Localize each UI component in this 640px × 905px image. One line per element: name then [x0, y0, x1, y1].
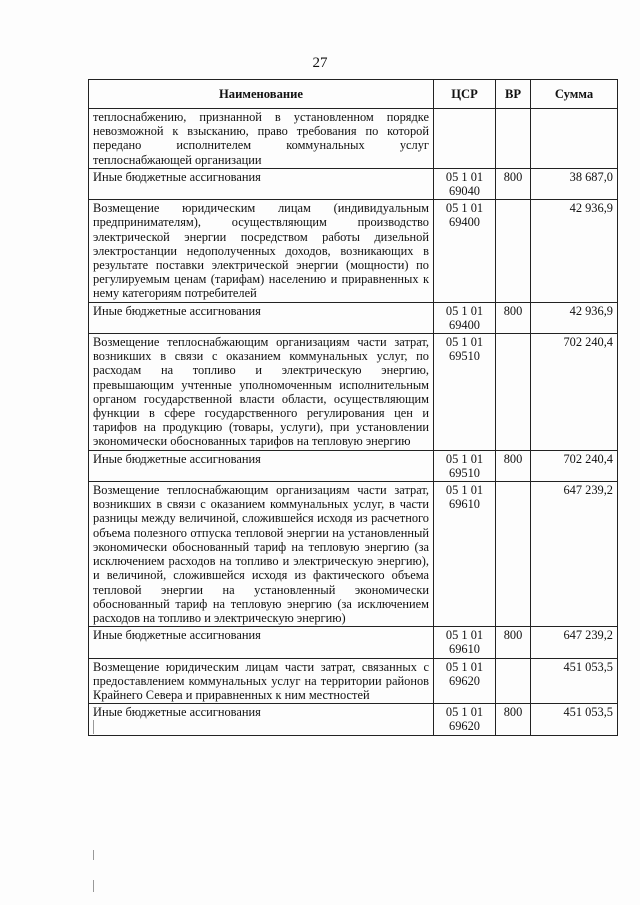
- row-vr: 800: [496, 302, 531, 333]
- row-sum: 42 936,9: [531, 200, 618, 302]
- row-name: Иные бюджетные ассигнования: [89, 450, 434, 481]
- row-csr: 05 1 01 69040: [434, 168, 496, 199]
- row-sum: 451 053,5: [531, 704, 618, 735]
- row-vr: [496, 109, 531, 169]
- row-name: Возмещение юридическим лицам части затрат, связанных с предоставлением коммунальных услуг на территории районов Крайнего Севера и приравненных к ним местностей: [89, 658, 434, 704]
- row-csr: 05 1 01 69610: [434, 627, 496, 658]
- row-vr: 800: [496, 168, 531, 199]
- row-csr: 05 1 01 69510: [434, 450, 496, 481]
- table-row: [89, 704, 618, 735]
- row-csr: 05 1 01 69510: [434, 334, 496, 451]
- table-header-row: [89, 80, 618, 109]
- budget-table: [88, 79, 618, 736]
- row-vr: [496, 482, 531, 627]
- header-name: Наименование: [89, 80, 434, 109]
- row-vr: 800: [496, 450, 531, 481]
- row-csr: 05 1 01 69620: [434, 658, 496, 704]
- row-sum: 38 687,0: [531, 168, 618, 199]
- row-vr: 800: [496, 704, 531, 735]
- row-sum: [531, 109, 618, 169]
- row-name: Возмещение теплоснабжающим организациям части затрат, возникших в связи с оказанием коммунальных услуг, в части разницы между величиной, сложившейся исходя из расчетного объема полезного отпуска тепловой энергии на установленный экономически обоснованный тариф на тепловую энергию (за исключением расходов на топливо и электрическую энергию), и величиной, сложившейся исходя из фактического объема тепловой энергии на установленный экономически обоснованный тариф на тепловую энергию (за исключением расходов на топливо и электрическую энергию): [89, 482, 434, 627]
- table-row: [89, 200, 618, 302]
- row-name: Иные бюджетные ассигнования: [89, 627, 434, 658]
- row-sum: 702 240,4: [531, 450, 618, 481]
- row-sum: 451 053,5: [531, 658, 618, 704]
- header-vr: ВР: [496, 80, 531, 109]
- row-vr: [496, 334, 531, 451]
- header-csr: ЦСР: [434, 80, 496, 109]
- margin-mark: [93, 880, 94, 892]
- row-sum: 42 936,9: [531, 302, 618, 333]
- table-row: [89, 658, 618, 704]
- row-csr: [434, 109, 496, 169]
- row-csr: 05 1 01 69610: [434, 482, 496, 627]
- row-vr: 800: [496, 627, 531, 658]
- row-vr: [496, 200, 531, 302]
- row-sum: 647 239,2: [531, 482, 618, 627]
- margin-mark: [93, 720, 94, 734]
- row-sum: 647 239,2: [531, 627, 618, 658]
- table-row: [89, 302, 618, 333]
- table-row: [89, 482, 618, 627]
- row-name: Иные бюджетные ассигнования: [89, 302, 434, 333]
- row-csr: 05 1 01 69400: [434, 302, 496, 333]
- row-name: теплоснабжению, признанной в установленном порядке невозможной к взысканию, право требования по которой передано исполнителем коммунальных услуг теплоснабжающей организации: [89, 109, 434, 169]
- margin-mark: [93, 850, 94, 860]
- row-csr: 05 1 01 69400: [434, 200, 496, 302]
- row-vr: [496, 658, 531, 704]
- table-row: [89, 334, 618, 451]
- row-csr: 05 1 01 69620: [434, 704, 496, 735]
- table-row: [89, 627, 618, 658]
- table-row: [89, 450, 618, 481]
- row-name: Возмещение юридическим лицам (индивидуальным предпринимателям), осуществляющим производство электрической энергии посредством работы дизельной электростанции недополученных доходов, возникающих в результате поставки электрической энергии (мощности) по регулируемым ценам (тарифам) населению и приравненных к нему категориям потребителей: [89, 200, 434, 302]
- row-sum: 702 240,4: [531, 334, 618, 451]
- page-number: 27: [312, 55, 328, 71]
- table-row: [89, 168, 618, 199]
- table-row: [89, 109, 618, 169]
- row-name: Иные бюджетные ассигнования: [89, 704, 434, 735]
- row-name: Возмещение теплоснабжающим организациям части затрат, возникших в связи с оказанием коммунальных услуг, по расходам на топливо и электрическую энергию, превышающим учтенные уполномоченным исполнительным органом государственной власти области, осуществляющим функции в сфере государственного регулирования цен и тарифов на продукцию (товары, услуги), при установлении экономически обоснованных тарифов на тепловую энергию: [89, 334, 434, 451]
- row-name: Иные бюджетные ассигнования: [89, 168, 434, 199]
- header-sum: Сумма: [531, 80, 618, 109]
